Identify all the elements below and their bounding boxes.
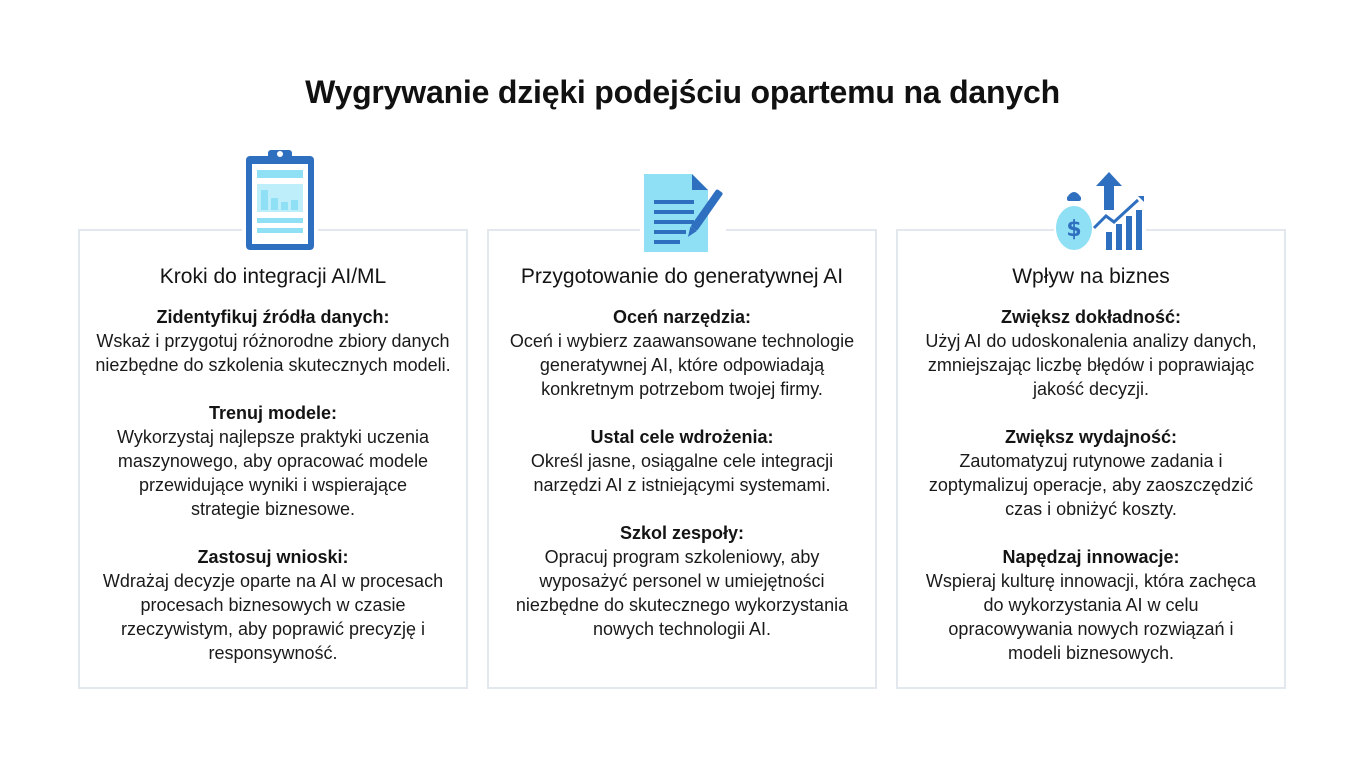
item-description — [898, 449, 1284, 521]
item-line: Wskaż i przygotuj różnorodne zbiory danych — [96, 331, 450, 351]
card-items — [898, 305, 1284, 689]
item-description — [80, 425, 466, 521]
item-description — [898, 569, 1284, 665]
item-heading: Oceń narzędzia: — [612, 307, 752, 327]
item-line: modeli biznesowych. — [1007, 643, 1175, 663]
item-heading: Zidentyfikuj źródła danych: — [156, 307, 390, 327]
item-line: przewidujące wyniki i wspierające — [138, 475, 408, 495]
item-line: strategie biznesowe. — [190, 499, 356, 519]
svg-text:$: $ — [1066, 217, 1082, 242]
item-line: czas i obniżyć koszty. — [1005, 499, 1177, 519]
card-item — [80, 401, 466, 521]
item-description — [489, 545, 875, 641]
card-title: Wpływ na biznes — [1012, 265, 1170, 288]
item-line: Wdrażaj decyzje oparte na AI w procesach — [102, 571, 444, 591]
item-description — [489, 449, 875, 497]
item-heading: Trenuj modele: — [208, 403, 338, 423]
card-generative-ai-preparation — [487, 229, 877, 689]
item-heading: Zwiększ wydajność: — [1004, 427, 1178, 447]
clipboard-chart-icon — [242, 148, 318, 254]
item-line: Wspieraj kulturę innowacji, która zachęca — [925, 571, 1257, 591]
card-business-impact — [896, 229, 1286, 689]
item-line: niezbędne do skutecznego wykorzystania — [515, 595, 849, 615]
card-items — [80, 305, 466, 689]
card-items — [489, 305, 875, 665]
item-line: procesach biznesowych w czasie — [140, 595, 406, 615]
item-heading: Ustal cele wdrożenia: — [590, 427, 774, 447]
item-line: do wykorzystania AI w celu — [983, 595, 1199, 615]
item-description — [489, 329, 875, 401]
card-item — [489, 425, 875, 497]
item-description — [80, 329, 466, 377]
item-heading: Zwiększ dokładność: — [1000, 307, 1182, 327]
document-pen-icon — [640, 170, 726, 256]
item-line: jakość decyzji. — [1032, 379, 1150, 399]
card-item — [80, 545, 466, 665]
item-line: niezbędne do szkolenia skutecznych modeli. — [95, 355, 451, 375]
item-line: rzeczywistym, aby poprawić precyzję i — [120, 619, 426, 639]
item-line: Określ jasne, osiągalne cele integracji — [530, 451, 834, 471]
item-line: generatywnej AI, które odpowiadają — [539, 355, 825, 375]
card-item — [898, 545, 1284, 665]
card-item — [898, 305, 1284, 401]
item-line: opracowywania nowych rozwiązań i — [948, 619, 1234, 639]
card-item — [898, 425, 1284, 521]
item-description — [80, 569, 466, 665]
item-heading: Szkol zespoły: — [619, 523, 745, 543]
item-line: Oceń i wybierz zaawansowane technologie — [509, 331, 855, 351]
card-ai-ml-integration — [78, 229, 468, 689]
card-item — [80, 305, 466, 377]
item-line: zoptymalizuj operacje, aby zaoszczędzić — [928, 475, 1254, 495]
item-line: Zautomatyzuj rutynowe zadania i — [959, 451, 1223, 471]
item-line: Opracuj program szkoleniowy, aby — [544, 547, 820, 567]
page-title: Wygrywanie dzięki podejściu opartemu na danych — [305, 74, 1060, 110]
item-line: zmniejszając liczbę błędów i poprawiając — [927, 355, 1255, 375]
money-bag-growth-chart-icon — [1054, 170, 1146, 256]
item-line: wyposażyć personel w umiejętności — [539, 571, 825, 591]
item-line: narzędzi AI z istniejącymi systemami. — [533, 475, 831, 495]
item-heading: Napędzaj innowacje: — [1002, 547, 1180, 567]
item-line: Użyj AI do udoskonalenia analizy danych, — [925, 331, 1257, 351]
item-line: responsywność. — [208, 643, 338, 663]
item-line: konkretnym potrzebom twojej firmy. — [541, 379, 823, 399]
item-description — [898, 329, 1284, 401]
item-line: nowych technologii AI. — [592, 619, 772, 639]
card-item — [489, 521, 875, 641]
item-line: maszynowego, aby opracować modele — [117, 451, 429, 471]
item-heading: Zastosuj wnioski: — [197, 547, 349, 567]
card-item — [489, 305, 875, 401]
card-title: Kroki do integracji AI/ML — [159, 265, 387, 288]
card-title: Przygotowanie do generatywnej AI — [520, 265, 844, 288]
item-line: Wykorzystaj najlepsze praktyki uczenia — [117, 427, 429, 447]
